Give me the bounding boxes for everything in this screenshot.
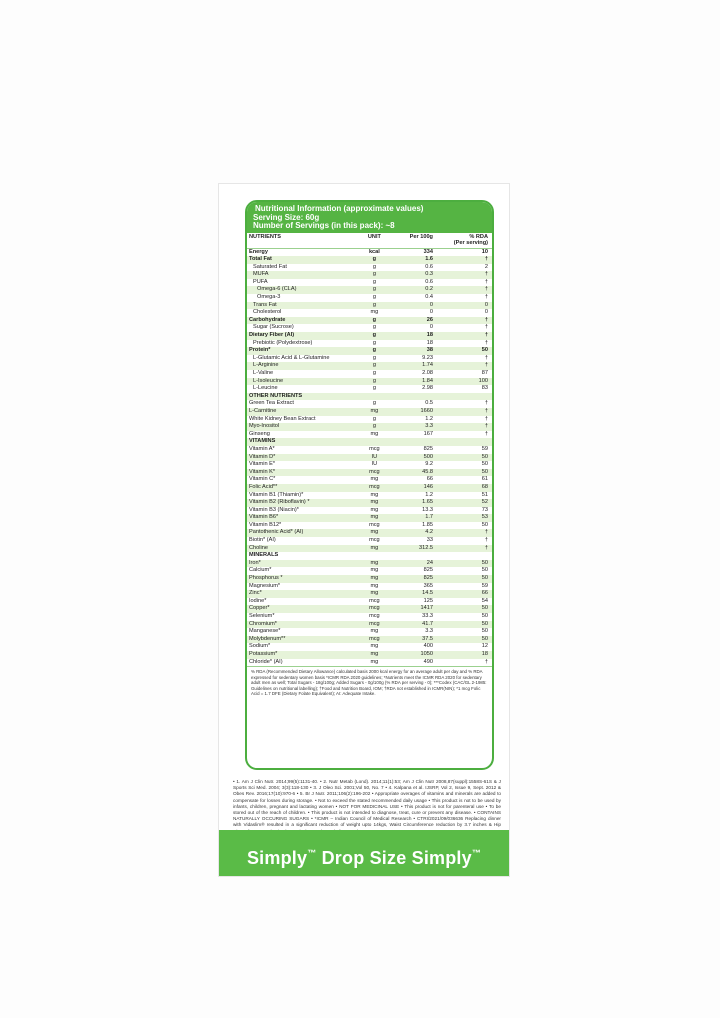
nutrient-rda: †: [484, 294, 488, 301]
nutrient-name: Vitamin B6*: [247, 514, 355, 522]
nutrient-name: Copper*: [247, 605, 355, 613]
nutrient-rda: †: [484, 324, 488, 331]
nutrient-name: Ginseng: [249, 430, 270, 437]
tagline-banner: [219, 830, 509, 876]
table-row: [247, 286, 492, 294]
nutrient-value: 18: [394, 332, 443, 340]
nutrient-unit: [355, 552, 394, 560]
nutrient-unit: mg: [355, 651, 394, 659]
nutrient-value: 146: [394, 484, 443, 492]
nutrient-rda: †: [443, 332, 492, 340]
nutrient-rda: 18: [443, 651, 492, 659]
nutrient-name: Myo-Inositol: [247, 423, 355, 431]
nutrient-name: OTHER NUTRIENTS: [247, 393, 355, 401]
nutrient-name: Vitamin E*: [249, 461, 276, 468]
nutrient-name: White Kidney Bean Extract: [249, 415, 316, 422]
nutrient-rda: 53: [443, 514, 492, 522]
nutrient-unit: g: [372, 263, 376, 270]
col-nutrients: NUTRIENTS: [247, 233, 355, 249]
nutrient-value: 1.74: [394, 362, 443, 370]
nutrient-rda: †: [443, 317, 492, 325]
nutrient-name: Dietary Fiber (AI): [247, 332, 355, 340]
nutrition-table: [247, 233, 492, 667]
nutrient-unit: g: [372, 324, 376, 331]
nutrient-name: Prebiotic (Polydextrose): [253, 339, 313, 346]
nutrient-value: 312.5: [394, 545, 443, 553]
nutrient-value: 9.23: [422, 354, 433, 361]
nutrient-value: 1.2: [425, 415, 433, 422]
table-row: [247, 575, 492, 583]
nutrient-unit: IU: [355, 454, 394, 462]
nutrient-value: 9.2: [425, 461, 433, 468]
table-row: [247, 507, 492, 515]
nutrient-name: Vitamin B3 (Niacin)*: [249, 506, 299, 513]
nutrient-value: 500: [394, 454, 443, 462]
nutrient-name: Carbohydrate: [247, 317, 355, 325]
nutrient-rda: [443, 552, 492, 560]
nutrient-rda: 50: [443, 560, 492, 568]
nutrient-name: Potassium*: [247, 651, 355, 659]
table-row: [247, 628, 492, 636]
nutrient-value: 0.2: [394, 286, 443, 294]
nutrient-rda: †: [443, 545, 492, 553]
nutrient-rda: 87: [481, 370, 488, 376]
nutrient-unit: mg: [370, 628, 379, 635]
nutrient-unit: mcg: [369, 537, 380, 544]
nutrient-unit: mcg: [369, 613, 380, 619]
nutrient-value: 1660: [394, 408, 443, 416]
nutrient-value: 334: [423, 248, 433, 255]
nutrient-value: 13.3: [422, 506, 433, 513]
nutrient-value: 1050: [394, 651, 443, 659]
table-row: [247, 264, 492, 272]
nutrient-unit: g: [372, 400, 376, 407]
table-row: [247, 446, 492, 454]
nutrient-rda: 52: [443, 499, 492, 507]
nutrient-name: Green Tea Extract: [249, 400, 294, 407]
nutrient-rda: †: [484, 415, 488, 422]
nutrient-value: 0.4: [425, 294, 433, 301]
nutrient-name: Total Fat: [247, 256, 355, 264]
nutrient-name: L-Isoleucine: [247, 378, 355, 386]
nutrient-name: L-Arginine: [247, 362, 355, 370]
table-row: [247, 484, 492, 492]
nutrient-value: 2.08: [422, 370, 433, 376]
nutrient-value: 14.5: [394, 590, 443, 598]
nutrient-rda: 50: [443, 347, 492, 355]
nutrient-unit: g: [355, 332, 394, 340]
nutrient-value: 1.85: [422, 521, 433, 528]
table-row: [247, 499, 492, 507]
nutrient-rda: †: [484, 537, 488, 544]
table-row: [247, 590, 492, 598]
tagline-word1: Simply: [246, 848, 308, 868]
nutrient-value: 33: [426, 537, 433, 544]
table-row: [247, 567, 492, 575]
nutrient-value: 825: [423, 567, 433, 574]
table-row: [247, 423, 492, 431]
table-row: [247, 613, 492, 621]
nutrient-name: Vitamin K*: [247, 469, 355, 477]
nutrient-value: 1.65: [394, 499, 443, 507]
nutrient-name: Vitamin D*: [247, 454, 355, 462]
nutrient-value: [394, 393, 443, 401]
nutrient-rda: 50: [481, 461, 488, 468]
nutrient-unit: g: [355, 378, 394, 386]
nutrient-unit: g: [355, 256, 394, 264]
nutrient-rda: 54: [481, 597, 488, 604]
nutrient-value: 3.3: [425, 628, 433, 635]
nutrient-name: Trans Fat: [247, 302, 355, 310]
nutrient-name: Vitamin C*: [249, 476, 276, 483]
table-row: [247, 431, 492, 439]
nutrient-unit: mcg: [369, 445, 380, 452]
table-row: [247, 324, 492, 332]
nutrient-name: Saturated Fat: [253, 263, 287, 270]
nutrient-value: 825: [423, 445, 433, 452]
nutrient-rda: †: [443, 271, 492, 279]
nutrient-name: Choline: [247, 545, 355, 553]
nutrient-name: Omega-3: [257, 294, 281, 301]
table-row: [247, 332, 492, 340]
nutrient-name: Energy: [249, 248, 268, 255]
nutrient-name: VITAMINS: [247, 438, 355, 446]
table-row: [247, 393, 492, 401]
table-row: [247, 347, 492, 355]
nutrient-value: [394, 552, 443, 560]
nutrient-rda: 10: [481, 248, 488, 255]
references-text: • 1. Am J Clin Nutr. 2014;99(5):1131-40. • 2. Nutr Metab (Lond). 2014;11(1):53; Am J Clin Nutr 2008,87(suppl):1558S-61S & J Sports Sci Med. 2004; 3(3):118-130 • 3. J Oleo Sci. 2001;Vol 50, No. 7 • 4. Kalpana et al. IJSRP, Vol 2, Issue 9, Sept. 2012 & Obes Rev. 2016;17(10):970-6 • 5. Br J Nutr. 2011;106(2):196-202 • Appropriate overages of vitamins and minerals are added to compensate for losses during storage. • Not to exceed the stated recommended daily usage • This product is not to be used by infants, children, pregnant and lactating women • NOT FOR MEDICINAL USE • This product is not for parenteral use • To be stored out of the reach of children. • This product is not intended to diagnose, treat, cure or prevent any disease. • CONTAINS NATURALLY OCCURING SUGARS • *ICMR – Indian Council of Medical Research • CTRI/2021/09/036636 Replacing dinner with Vidaslim® resulted in a significant reduction of weight upto 14kgs, Waist Circumference reduction by 3.7 inches & Hip: [233, 779, 501, 828]
nutrition-title: Nutritional Information (approximate values): [255, 204, 424, 213]
nutrient-unit: mg: [355, 499, 394, 507]
table-row: [247, 416, 492, 424]
nutrient-name: Vitamin B1 (Thiamin)*: [249, 491, 304, 498]
nutrient-name: Folic Acid**: [247, 484, 355, 492]
table-row: [247, 400, 492, 408]
nutrient-value: 167: [423, 430, 433, 437]
col-per100g: Per 100g: [394, 233, 443, 249]
nutrient-rda: 83: [481, 385, 488, 392]
nutrient-value: 18: [426, 339, 433, 346]
table-row: [247, 256, 492, 264]
nutrient-rda: 50: [481, 628, 488, 635]
nutrient-rda: †: [484, 430, 488, 437]
nutrient-name: Vitamin B2 (Riboflavin) *: [247, 499, 355, 507]
nutrient-unit: mg: [370, 643, 379, 650]
nutrient-unit: mg: [370, 567, 379, 574]
nutrient-name: Chloride* (AI): [249, 658, 283, 665]
nutrient-unit: g: [372, 294, 376, 301]
nutrient-unit: mcg: [355, 469, 394, 477]
nutrient-value: 0.5: [425, 400, 433, 407]
nutrient-rda: 73: [481, 506, 488, 513]
nutrient-name: L-Valine: [253, 370, 274, 376]
nutrient-name: Manganese*: [249, 628, 281, 635]
nutrient-unit: mg: [355, 560, 394, 568]
nutrient-rda: 50: [443, 469, 492, 477]
nutrient-rda: 50: [443, 621, 492, 629]
nutrient-unit: g: [372, 339, 376, 346]
nutrient-rda: †: [484, 339, 488, 346]
nutrient-name: Pantothenic Acid* (AI): [247, 529, 355, 537]
nutrient-rda: 0: [443, 302, 492, 310]
nutrient-value: 38: [394, 347, 443, 355]
nutrient-value: 0.6: [425, 278, 433, 285]
nutrient-name: Chromium*: [247, 621, 355, 629]
nutrient-unit: mg: [370, 430, 379, 437]
tagline-rest: Drop Size Simply: [321, 848, 472, 868]
nutrient-rda: †: [484, 400, 488, 407]
nutrient-unit: g: [355, 362, 394, 370]
table-row: [247, 514, 492, 522]
nutrient-name: Molybdenum**: [247, 636, 355, 644]
nutrient-rda: 50: [443, 575, 492, 583]
table-row: [247, 370, 492, 378]
nutrient-unit: mg: [355, 545, 394, 553]
nutrient-name: MUFA: [247, 271, 355, 279]
nutrient-unit: g: [372, 370, 376, 376]
nutrient-unit: g: [355, 317, 394, 325]
nutrient-value: 490: [423, 658, 433, 665]
table-row: [247, 522, 492, 530]
table-row: [247, 302, 492, 310]
nutrient-name: Vitamin B12*: [249, 521, 282, 528]
nutrient-unit: IU: [371, 461, 378, 468]
table-row: [247, 454, 492, 462]
nutrient-value: 3.3: [394, 423, 443, 431]
nutrient-unit: g: [372, 354, 376, 361]
nutrient-name: Iodine*: [249, 597, 267, 604]
nutrient-unit: [355, 393, 394, 401]
nutrient-name: Sodium*: [249, 643, 271, 650]
table-header-row: [247, 233, 492, 249]
nutrient-unit: mg: [370, 309, 379, 316]
nutrient-name: Magnesium*: [249, 582, 281, 589]
nutrient-value: 1.2: [425, 491, 433, 498]
nutrient-rda: †: [484, 658, 488, 665]
nutrition-panel: [245, 200, 494, 770]
nutrient-name: Sugar (Sucrose): [253, 324, 294, 331]
nutrient-name: Zinc*: [247, 590, 355, 598]
nutrient-unit: mg: [355, 575, 394, 583]
table-row: [247, 636, 492, 644]
nutrient-name: Biotin* (AI): [249, 537, 276, 544]
table-row: [247, 643, 492, 651]
nutrient-unit: g: [372, 278, 376, 285]
table-row: [247, 340, 492, 348]
nutrient-value: 1.84: [394, 378, 443, 386]
nutrient-value: 1417: [394, 605, 443, 613]
table-row: [247, 279, 492, 287]
nutrient-value: 400: [423, 643, 433, 650]
table-row: [247, 461, 492, 469]
nutrient-unit: mg: [355, 514, 394, 522]
nutrient-name: L-Leucine: [253, 385, 278, 392]
nutrient-unit: g: [355, 271, 394, 279]
table-row: [247, 529, 492, 537]
table-row: [247, 545, 492, 553]
nutrient-rda: 59: [481, 582, 488, 589]
nutrient-value: [394, 438, 443, 446]
nutrient-name: PUFA: [253, 278, 268, 285]
nutrient-rda: 0: [484, 309, 488, 316]
nutrient-value: 825: [394, 575, 443, 583]
nutrient-value: 365: [423, 582, 433, 589]
nutrient-rda: [443, 438, 492, 446]
nutrient-value: 33.3: [422, 613, 433, 619]
nutrient-name: Iron*: [247, 560, 355, 568]
nutrient-rda: 68: [443, 484, 492, 492]
trademark-2: ™: [471, 848, 482, 858]
table-row: [247, 362, 492, 370]
nutrient-unit: mg: [370, 582, 379, 589]
table-row: [247, 355, 492, 363]
table-row: [247, 537, 492, 545]
table-row: [247, 552, 492, 560]
nutrient-unit: g: [355, 423, 394, 431]
nutrient-rda: †: [443, 362, 492, 370]
nutrient-rda: 61: [481, 476, 488, 483]
nutrient-unit: g: [355, 286, 394, 294]
nutrition-header: [247, 202, 492, 233]
nutrient-unit: mg: [355, 529, 394, 537]
nutrient-value: 1.7: [394, 514, 443, 522]
nutrient-unit: mcg: [369, 597, 380, 604]
nutrient-rda: 12: [481, 643, 488, 650]
nutrient-rda: 50: [443, 636, 492, 644]
table-row: [247, 271, 492, 279]
nutrient-value: 1.6: [394, 256, 443, 264]
nutrient-value: 0: [394, 302, 443, 310]
servings-count: Number of Servings (in this pack): ~8: [253, 221, 395, 230]
nutrient-rda: 50: [443, 605, 492, 613]
nutrient-value: 66: [426, 476, 433, 483]
col-unit: UNIT: [355, 233, 394, 249]
table-row: [247, 438, 492, 446]
nutrient-unit: mg: [355, 590, 394, 598]
serving-size: Serving Size: 60g: [253, 212, 320, 222]
nutrient-value: 0: [429, 324, 433, 331]
nutrient-rda: †: [484, 278, 488, 285]
nutrient-unit: g: [355, 347, 394, 355]
nutrient-unit: mg: [370, 506, 379, 513]
nutrient-value: 0.6: [425, 263, 433, 270]
nutrient-value: 41.7: [394, 621, 443, 629]
table-row: [247, 621, 492, 629]
table-row: [247, 317, 492, 325]
nutrient-unit: mcg: [355, 636, 394, 644]
nutrient-value: 37.5: [394, 636, 443, 644]
table-row: [247, 560, 492, 568]
nutrient-name: L-Carnitine: [247, 408, 355, 416]
table-row: [247, 651, 492, 659]
nutrient-rda: 59: [481, 445, 488, 452]
table-row: [247, 309, 492, 317]
nutrient-unit: mg: [370, 658, 379, 665]
nutrient-name: MINERALS: [249, 552, 279, 559]
table-row: [247, 659, 492, 667]
nutrient-name: Phosphorus *: [247, 575, 355, 583]
nutrient-name: Omega-6 (CLA): [247, 286, 355, 294]
nutrient-unit: [355, 438, 394, 446]
product-box-panel: [218, 183, 510, 877]
nutrient-rda: †: [443, 256, 492, 264]
nutrient-unit: g: [372, 385, 376, 392]
nutrient-unit: mcg: [355, 484, 394, 492]
nutrient-rda: 50: [481, 521, 488, 528]
nutrient-value: 125: [423, 597, 433, 604]
nutrient-unit: kcal: [368, 248, 380, 255]
nutrient-name: Protein*: [247, 347, 355, 355]
table-row: [247, 378, 492, 386]
nutrient-value: 24: [394, 560, 443, 568]
nutrient-value: 0: [429, 309, 433, 316]
table-row: [247, 583, 492, 591]
nutrient-name: Cholesterol: [253, 309, 282, 316]
nutrient-rda: 66: [443, 590, 492, 598]
nutrient-rda: †: [443, 529, 492, 537]
table-row: [247, 492, 492, 500]
nutrient-name: Vitamin A*: [249, 445, 275, 452]
nutrient-value: 0.3: [394, 271, 443, 279]
nutrient-name: L-Glutamic Acid & L-Glutamine: [253, 354, 330, 361]
nutrient-unit: g: [355, 302, 394, 310]
nutrient-rda: 100: [443, 378, 492, 386]
nutrient-rda: 50: [481, 613, 488, 619]
nutrient-unit: mg: [370, 476, 379, 483]
nutrient-name: Selenium*: [249, 613, 275, 619]
nutrient-rda: †: [484, 354, 488, 361]
nutrient-rda: 50: [443, 454, 492, 462]
nutrient-value: 45.8: [394, 469, 443, 477]
nutrient-rda: 51: [481, 491, 488, 498]
nutrient-unit: mcg: [355, 605, 394, 613]
nutrient-unit: mcg: [355, 621, 394, 629]
nutrient-unit: g: [372, 415, 376, 422]
nutrient-rda: 50: [481, 567, 488, 574]
table-row: [247, 605, 492, 613]
nutrient-rda: [443, 393, 492, 401]
trademark-1: ™: [307, 848, 317, 858]
nutrient-rda: †: [443, 423, 492, 431]
table-row: [247, 385, 492, 393]
nutrient-value: 4.2: [394, 529, 443, 537]
nutrient-name: Calcium*: [249, 567, 272, 574]
col-rda: % RDA (Per serving): [443, 233, 492, 249]
nutrient-rda: †: [443, 286, 492, 294]
nutrient-value: 2.98: [422, 385, 433, 392]
nutrient-value: 26: [394, 317, 443, 325]
nutrient-unit: mg: [355, 408, 394, 416]
nutrient-rda: †: [443, 408, 492, 416]
nutrient-unit: mcg: [369, 521, 380, 528]
nutrition-rows: [247, 248, 492, 666]
table-row: [247, 598, 492, 606]
nutrient-unit: mg: [370, 491, 379, 498]
rda-footnote: % RDA (Recommended Dietary Allowance) calculated basis 2000 kcal energy for an average adult per day and % RDA expressed for sedentary women basis *ICMR RDA 2020 guidelines; *Nutrients meet the ICMR RDA 2020 for sedentary adult men as well; Total Sugars - 18g/100g; Added Sugars - 0g/100g (% RDA per serving - 0); ***Codex (CAC/GL 2-1985: Guidelines on nutritional labelling); †Food and Nutrition Board, IOM; †RDA not established in ICMR(NIN); *1 mcg Folic Acid = 1.7 DFE (Dietary Folate Equivalent); AI: Adequate Intake.: [247, 666, 492, 699]
table-row: [247, 476, 492, 484]
nutrient-rda: 2: [484, 263, 488, 270]
table-row: [247, 248, 492, 256]
table-row: [247, 469, 492, 477]
table-row: [247, 408, 492, 416]
table-row: [247, 294, 492, 302]
